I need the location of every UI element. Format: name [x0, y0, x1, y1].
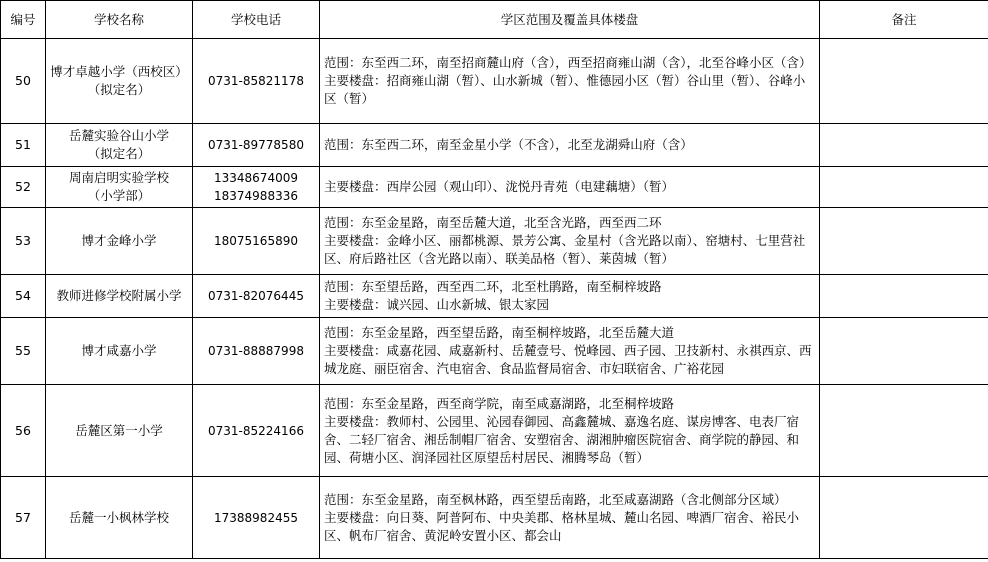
row-number: 52: [1, 167, 46, 208]
scope-line: 主要楼盘：金峰小区、丽都桃源、景芳公寓、金星村（含光路以南）、窑塘村、七里营社区、府后路社区（含光路以南）、联美品格（暂）、莱茵城（暂）: [324, 233, 806, 266]
header-remarks: 备注: [820, 1, 988, 39]
scope-line: 范围：东至金星路，南至岳麓大道，北至含光路，西至西二环: [324, 215, 662, 230]
scope-line: 范围：东至金星路，南至枫林路，西至望岳南路，北至咸嘉湖路（含北侧部分区域）: [324, 491, 787, 507]
school-name: [46, 167, 193, 208]
school-name-line: 博才金峰小学: [81, 233, 157, 248]
table-row: [1, 275, 988, 318]
row-number: 54: [1, 275, 46, 318]
district-scope: [320, 124, 820, 167]
school-name-line: 岳麓区第一小学: [75, 422, 163, 438]
remarks: [820, 318, 988, 385]
table-row: [1, 39, 988, 124]
header-number: 编号: [1, 1, 46, 39]
school-phone: [193, 208, 320, 275]
school-name-line: 岳麓一小枫林学校: [68, 509, 169, 525]
scope-line: 主要楼盘：咸嘉花园、咸嘉新村、岳麓壹号、悦峰园、西子园、卫技新村、永祺西京、西城龙庭、丽臣宿舍、汽电宿舍、食品监督局宿舍、市妇联宿舍、广裕花园: [324, 343, 812, 376]
scope-line: 范围：东至金星路，西至望岳路，南至桐梓坡路，北至岳麓大道: [324, 325, 675, 340]
table-row: [1, 385, 988, 477]
phone-line: 13348674009: [214, 171, 298, 185]
district-scope: [320, 167, 820, 208]
school-phone: [193, 124, 320, 167]
phone-line: 0731-85224166: [208, 423, 304, 438]
scope-line: 主要楼盘：西岸公园（观山印）、泷悦丹青苑（电建藕塘）（暂）: [324, 179, 675, 194]
school-name-line: （小学部）: [87, 188, 151, 203]
remarks: [820, 167, 988, 208]
school-name: [46, 275, 193, 318]
school-name: [46, 318, 193, 385]
school-name-line: （拟定名）: [87, 146, 151, 161]
row-number: 51: [1, 124, 46, 167]
remarks: [820, 275, 988, 318]
scope-line: 范围：东至西二环，南至金星小学（不含），北至龙湖舜山府（含）: [324, 137, 693, 152]
school-phone: [193, 167, 320, 208]
school-phone: [193, 275, 320, 318]
table-row: [1, 167, 988, 208]
scope-line: 主要楼盘：诚兴园、山水新城、银太家园: [324, 297, 550, 312]
school-name-line: 博才卓越小学（西校区）: [50, 64, 188, 79]
school-name-line: （拟定名）: [87, 82, 151, 97]
school-name: [46, 39, 193, 124]
table-row: [1, 318, 988, 385]
school-name-line: 周南启明实验学校: [68, 170, 169, 185]
district-scope: [320, 318, 820, 385]
school-name: [46, 477, 193, 559]
row-number: 50: [1, 39, 46, 124]
school-phone: [193, 477, 320, 559]
phone-line: 0731-89778580: [208, 138, 304, 152]
scope-line: 范围：东至望岳路，西至西二环，北至杜鹃路，南至桐梓坡路: [324, 279, 662, 294]
phone-line: 18075165890: [214, 234, 298, 248]
header-row: [1, 1, 988, 39]
phone-line: 17388982455: [214, 510, 298, 525]
remarks: [820, 124, 988, 167]
row-number: 55: [1, 318, 46, 385]
school-phone: [193, 39, 320, 124]
remarks: [820, 39, 988, 124]
district-scope: [320, 385, 820, 477]
district-scope: [320, 39, 820, 124]
scope-line: 范围：东至西二环，南至招商麓山府（含），西至招商雍山湖（含），北至谷峰小区（含）: [324, 55, 812, 70]
remarks: [820, 477, 988, 559]
remarks: [820, 208, 988, 275]
scope-line: 范围：东至金星路，西至商学院，南至咸嘉湖路，北至桐梓坡路: [324, 395, 675, 411]
header-school-phone: 学校电话: [193, 1, 320, 39]
school-name-line: 教师进修学校附属小学: [56, 288, 182, 303]
header-school-name: 学校名称: [46, 1, 193, 39]
phone-line: 0731-82076445: [208, 289, 304, 303]
phone-line: 18374988336: [214, 189, 298, 203]
school-name: [46, 208, 193, 275]
row-number: 56: [1, 385, 46, 477]
school-phone: [193, 318, 320, 385]
table-row: [1, 477, 988, 559]
district-scope: [320, 477, 820, 559]
school-phone: [193, 385, 320, 477]
school-name: [46, 124, 193, 167]
district-scope: [320, 275, 820, 318]
table-row: [1, 124, 988, 167]
school-name-line: 博才咸嘉小学: [81, 343, 157, 358]
district-scope: [320, 208, 820, 275]
table-row: [1, 208, 988, 275]
school-name: [46, 385, 193, 477]
header-district-scope: 学区范围及覆盖具体楼盘: [320, 1, 820, 39]
row-number: 57: [1, 477, 46, 559]
phone-line: 0731-85821178: [208, 74, 304, 88]
phone-line: 0731-88887998: [208, 344, 304, 358]
scope-line: 主要楼盘：教师村、公园里、沁园春御园、高鑫麓城、嘉逸名庭、谋房博客、电表厂宿舍、二轻厂宿舍、湘岳制帽厂宿舍、安塑宿舍、湖湘肿瘤医院宿舍、商学院的静园、和园、荷塘小区、润泽园社区原望岳村居民、湘腾琴岛（暂）: [324, 413, 800, 465]
remarks: [820, 385, 988, 477]
row-number: 53: [1, 208, 46, 275]
scope-line: 主要楼盘：招商雍山湖（暂）、山水新城（暂）、惟德园小区（暂）谷山里（暂）、谷峰小区（暂）: [324, 73, 806, 106]
scope-line: 主要楼盘：向日葵、阿普阿布、中央美郡、格林星城、麓山名园、啤酒厂宿舍、裕民小区、帆布厂宿舍、黄泥岭安置小区、都会山: [324, 509, 800, 543]
school-name-line: 岳麓实验谷山小学: [68, 128, 169, 143]
